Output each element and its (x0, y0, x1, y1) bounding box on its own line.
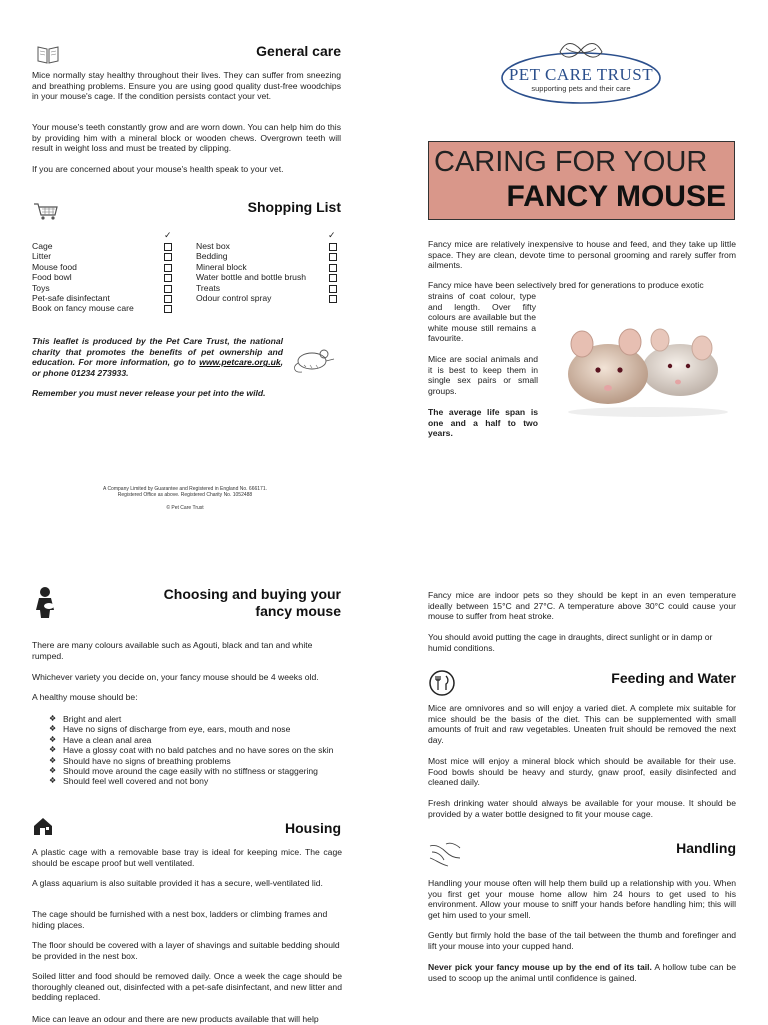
shopping-item (196, 251, 342, 261)
checkbox[interactable] (329, 285, 337, 293)
handling-p3 (428, 962, 736, 983)
release-warning: Remember you must never release your pet into the wild. (32, 388, 266, 398)
shopping-item-label: Water bottle and bottle brush (196, 272, 307, 283)
footer (60, 486, 310, 511)
healthy-mouse-list (47, 714, 342, 787)
choosing-p2: Whichever variety you decide on, your fancy mouse should be 4 weeks old. (32, 672, 319, 682)
checkbox[interactable] (164, 243, 172, 251)
handling-heading: Handling (676, 840, 736, 856)
tick-mark-left: ✓ (164, 230, 172, 240)
housing-p3: The cage should be furnished with a nest box, ladders or climbing frames and hiding places. (32, 909, 328, 930)
checkbox[interactable] (164, 264, 172, 272)
intro-p1: Fancy mice are relatively inexpensive to house and feed, and they take up little space. They are clean, devote time to personal grooming and rarely suffer from ailments. (428, 239, 736, 271)
shopping-list-right (196, 241, 342, 303)
shopping-item (196, 262, 342, 272)
choosing-p3: A healthy mouse should be: (32, 692, 138, 702)
intro-p2-a: Fancy mice have been selectively bred for generations to produce exotic (428, 280, 704, 290)
list-item: ❖ Should move around the cage easily with no stiffness or staggering (47, 766, 342, 776)
leaflet-text-b: , or phone 01234 273933. (32, 357, 283, 378)
shopping-cart-icon (33, 202, 59, 227)
feeding-p1: Mice are omnivores and so will enjoy a varied diet. A complete mix suitable for mice should be the basis of the diet. This can be supplemented with small amounts of fruit and raw vegetables. Uneaten fruit should be removed the next day. (428, 703, 736, 745)
checkbox[interactable] (329, 295, 337, 303)
shopping-item (32, 262, 174, 272)
checkbox[interactable] (329, 253, 337, 261)
person-holding-mouse-icon (34, 586, 58, 625)
intro-p3: Mice are social animals and it is best to keep them in single sex pairs or small groups. (428, 354, 538, 396)
choosing-heading-line1: Choosing and buying your (163, 586, 341, 602)
shopping-list-left (32, 241, 174, 314)
checkbox[interactable] (164, 253, 172, 261)
logo-name: PET CARE TRUST (508, 65, 654, 84)
choosing-heading-line2: fancy mouse (255, 603, 341, 619)
footer-line1: A Company Limited by Guarantee and Registered in England No. 666171. (103, 486, 267, 492)
handling-p2: Gently but firmly hold the base of the tail between the thumb and forefinger and lift your mouse into your cupped hand. (428, 930, 736, 951)
knife-fork-plate-icon (428, 669, 456, 702)
feeding-p2: Most mice will enjoy a mineral block which should be available for their use. Food bowls should be heavy and sturdy, gnaw proof, easily disinfected and cleaned daily. (428, 756, 736, 788)
general-care-p1: Mice normally stay healthy throughout their lives. They can suffer from sneezing and breathing problems. Ensure you are using good quality dust-free woodchips in your mouse's cage. If the condition persists contact your vet. (32, 70, 341, 102)
leaflet-info (32, 336, 283, 378)
shopping-item-label: Food bowl (32, 272, 72, 283)
shopping-item-label: Mouse food (32, 261, 77, 272)
checkbox[interactable] (164, 285, 172, 293)
checkbox[interactable] (164, 305, 172, 313)
shopping-item-label: Mineral block (196, 261, 247, 272)
housing-p1: A plastic cage with a removable base tray is ideal for keeping mice. The cage should be escape proof but well ventilated. (32, 847, 342, 868)
checkbox[interactable] (329, 274, 337, 282)
shopping-item (32, 303, 174, 313)
shopping-item (32, 241, 174, 251)
housing-p2: A glass aquarium is also suitable provided it has a secure, well-ventilated lid. (32, 878, 323, 888)
feeding-p3: Fresh drinking water should always be available for your mouse. It should be provided by a water bottle designed to fit your mouse cage. (428, 798, 736, 819)
checkbox[interactable] (329, 243, 337, 251)
list-item: ❖ Should have no signs of breathing problems (47, 756, 342, 766)
tick-mark-right: ✓ (328, 230, 336, 240)
shopping-item-label: Pet-safe disinfectant (32, 292, 110, 303)
mice-photo (560, 318, 736, 418)
shopping-item-label: Treats (196, 282, 221, 293)
intro-p2-b: strains of coat colour, type and length. Over fifty colours are available but the white mouse still remains a favourite. (428, 291, 536, 344)
general-care-p2: Your mouse's teeth constantly grow and are worn down. You can help him do this by providing him with a mineral block or wooden chews. Overgrown teeth will result in weight loss and must be treated by clipping. (32, 122, 341, 154)
housing-heading: Housing (285, 820, 341, 836)
handling-p3-rest: A hollow tube can be used to scoop up the animal until confidence is gained. (428, 962, 736, 983)
housing-p4: The floor should be covered with a layer of shavings and suitable bedding should be provided in the nest box. (32, 940, 340, 961)
checkbox[interactable] (329, 264, 337, 272)
title-line1: CARING FOR YOUR (434, 146, 708, 178)
checkbox[interactable] (164, 274, 172, 282)
housing-p5: Soiled litter and food should be removed daily. Once a week the cage should be thoroughly cleaned out, disinfected with a pet-safe disinfectant, and new litter and bedding replaced. (32, 971, 342, 1003)
list-item: ❖ Bright and alert (47, 714, 342, 724)
shopping-item (32, 283, 174, 293)
logo-tagline: supporting pets and their care (531, 84, 631, 93)
shopping-item-label: Litter (32, 251, 52, 262)
shopping-item-label: Nest box (196, 241, 230, 251)
shopping-item (196, 283, 342, 293)
general-care-p3: If you are concerned about your mouse's health speak to your vet. (32, 164, 284, 174)
list-item: ❖ Should feel well covered and not bony (47, 776, 342, 786)
leaflet-text-a: This leaflet is produced by the Pet Care Trust, the national charity that promotes the benefits of pet ownership and education. For more information, go to (32, 336, 283, 368)
list-item: ❖ Have a clean anal area (47, 735, 342, 745)
intro-p4: The average life span is one and a half to two years. (428, 407, 538, 439)
mouse-sketch-icon (290, 345, 338, 380)
shopping-item (196, 272, 342, 282)
shopping-item (32, 251, 174, 261)
handling-warning: Never pick your fancy mouse up by the end of its tail. (428, 962, 652, 972)
pet-care-trust-logo (500, 38, 662, 106)
shopping-item (32, 272, 174, 282)
shopping-item-label: Bedding (196, 251, 228, 262)
general-care-heading: General care (256, 43, 341, 59)
shopping-item-label: Cage (32, 241, 53, 251)
choosing-p1: There are many colours available such as Agouti, black and tan and white rumped. (32, 640, 313, 661)
shopping-item-label: Toys (32, 282, 50, 293)
footer-line2: Registered Office as above. Registered Charity No. 1052488 (117, 492, 253, 498)
list-item: ❖ Have a glossy coat with no bald patches and no have sores on the skin (47, 745, 342, 755)
shopping-list-heading: Shopping List (247, 199, 341, 215)
title-line2: FANCY MOUSE (506, 180, 726, 213)
title-box (428, 141, 735, 220)
shopping-item (32, 293, 174, 303)
hands-icon (428, 838, 462, 873)
book-icon (36, 43, 60, 70)
temperature-p2: You should avoid putting the cage in draughts, direct sunlight or in damp or humid conditions. (428, 632, 713, 653)
temperature-p1: Fancy mice are indoor pets so they should be kept in an even temperature ideally between 15°C and 27°C. A temperature above 30°C could cause your mouse to suffer from heat stroke. (428, 590, 736, 622)
shopping-item-label: Odour control spray (196, 292, 272, 303)
list-item: ❖ Have no signs of discharge from eye, ears, mouth and nose (47, 724, 342, 734)
shopping-item (196, 293, 342, 303)
petcare-link[interactable]: www.petcare.org.uk (199, 357, 281, 368)
footer-line3: © Pet Care Trust (166, 505, 204, 511)
shopping-item-label: Book on fancy mouse care (32, 303, 134, 314)
shopping-item (196, 241, 342, 251)
house-icon (32, 815, 54, 842)
handling-p1: Handling your mouse often will help them build up a relationship with you. When you first get your mouse home allow him 24 hours to get used to his environment. Allow your mouse to sniff your hands before handling him; this will get him used to your smell. (428, 878, 736, 920)
checkbox[interactable] (164, 295, 172, 303)
housing-p6: Mice can leave an odour and there are new products available that will help (32, 1014, 319, 1024)
feeding-heading: Feeding and Water (611, 670, 736, 686)
